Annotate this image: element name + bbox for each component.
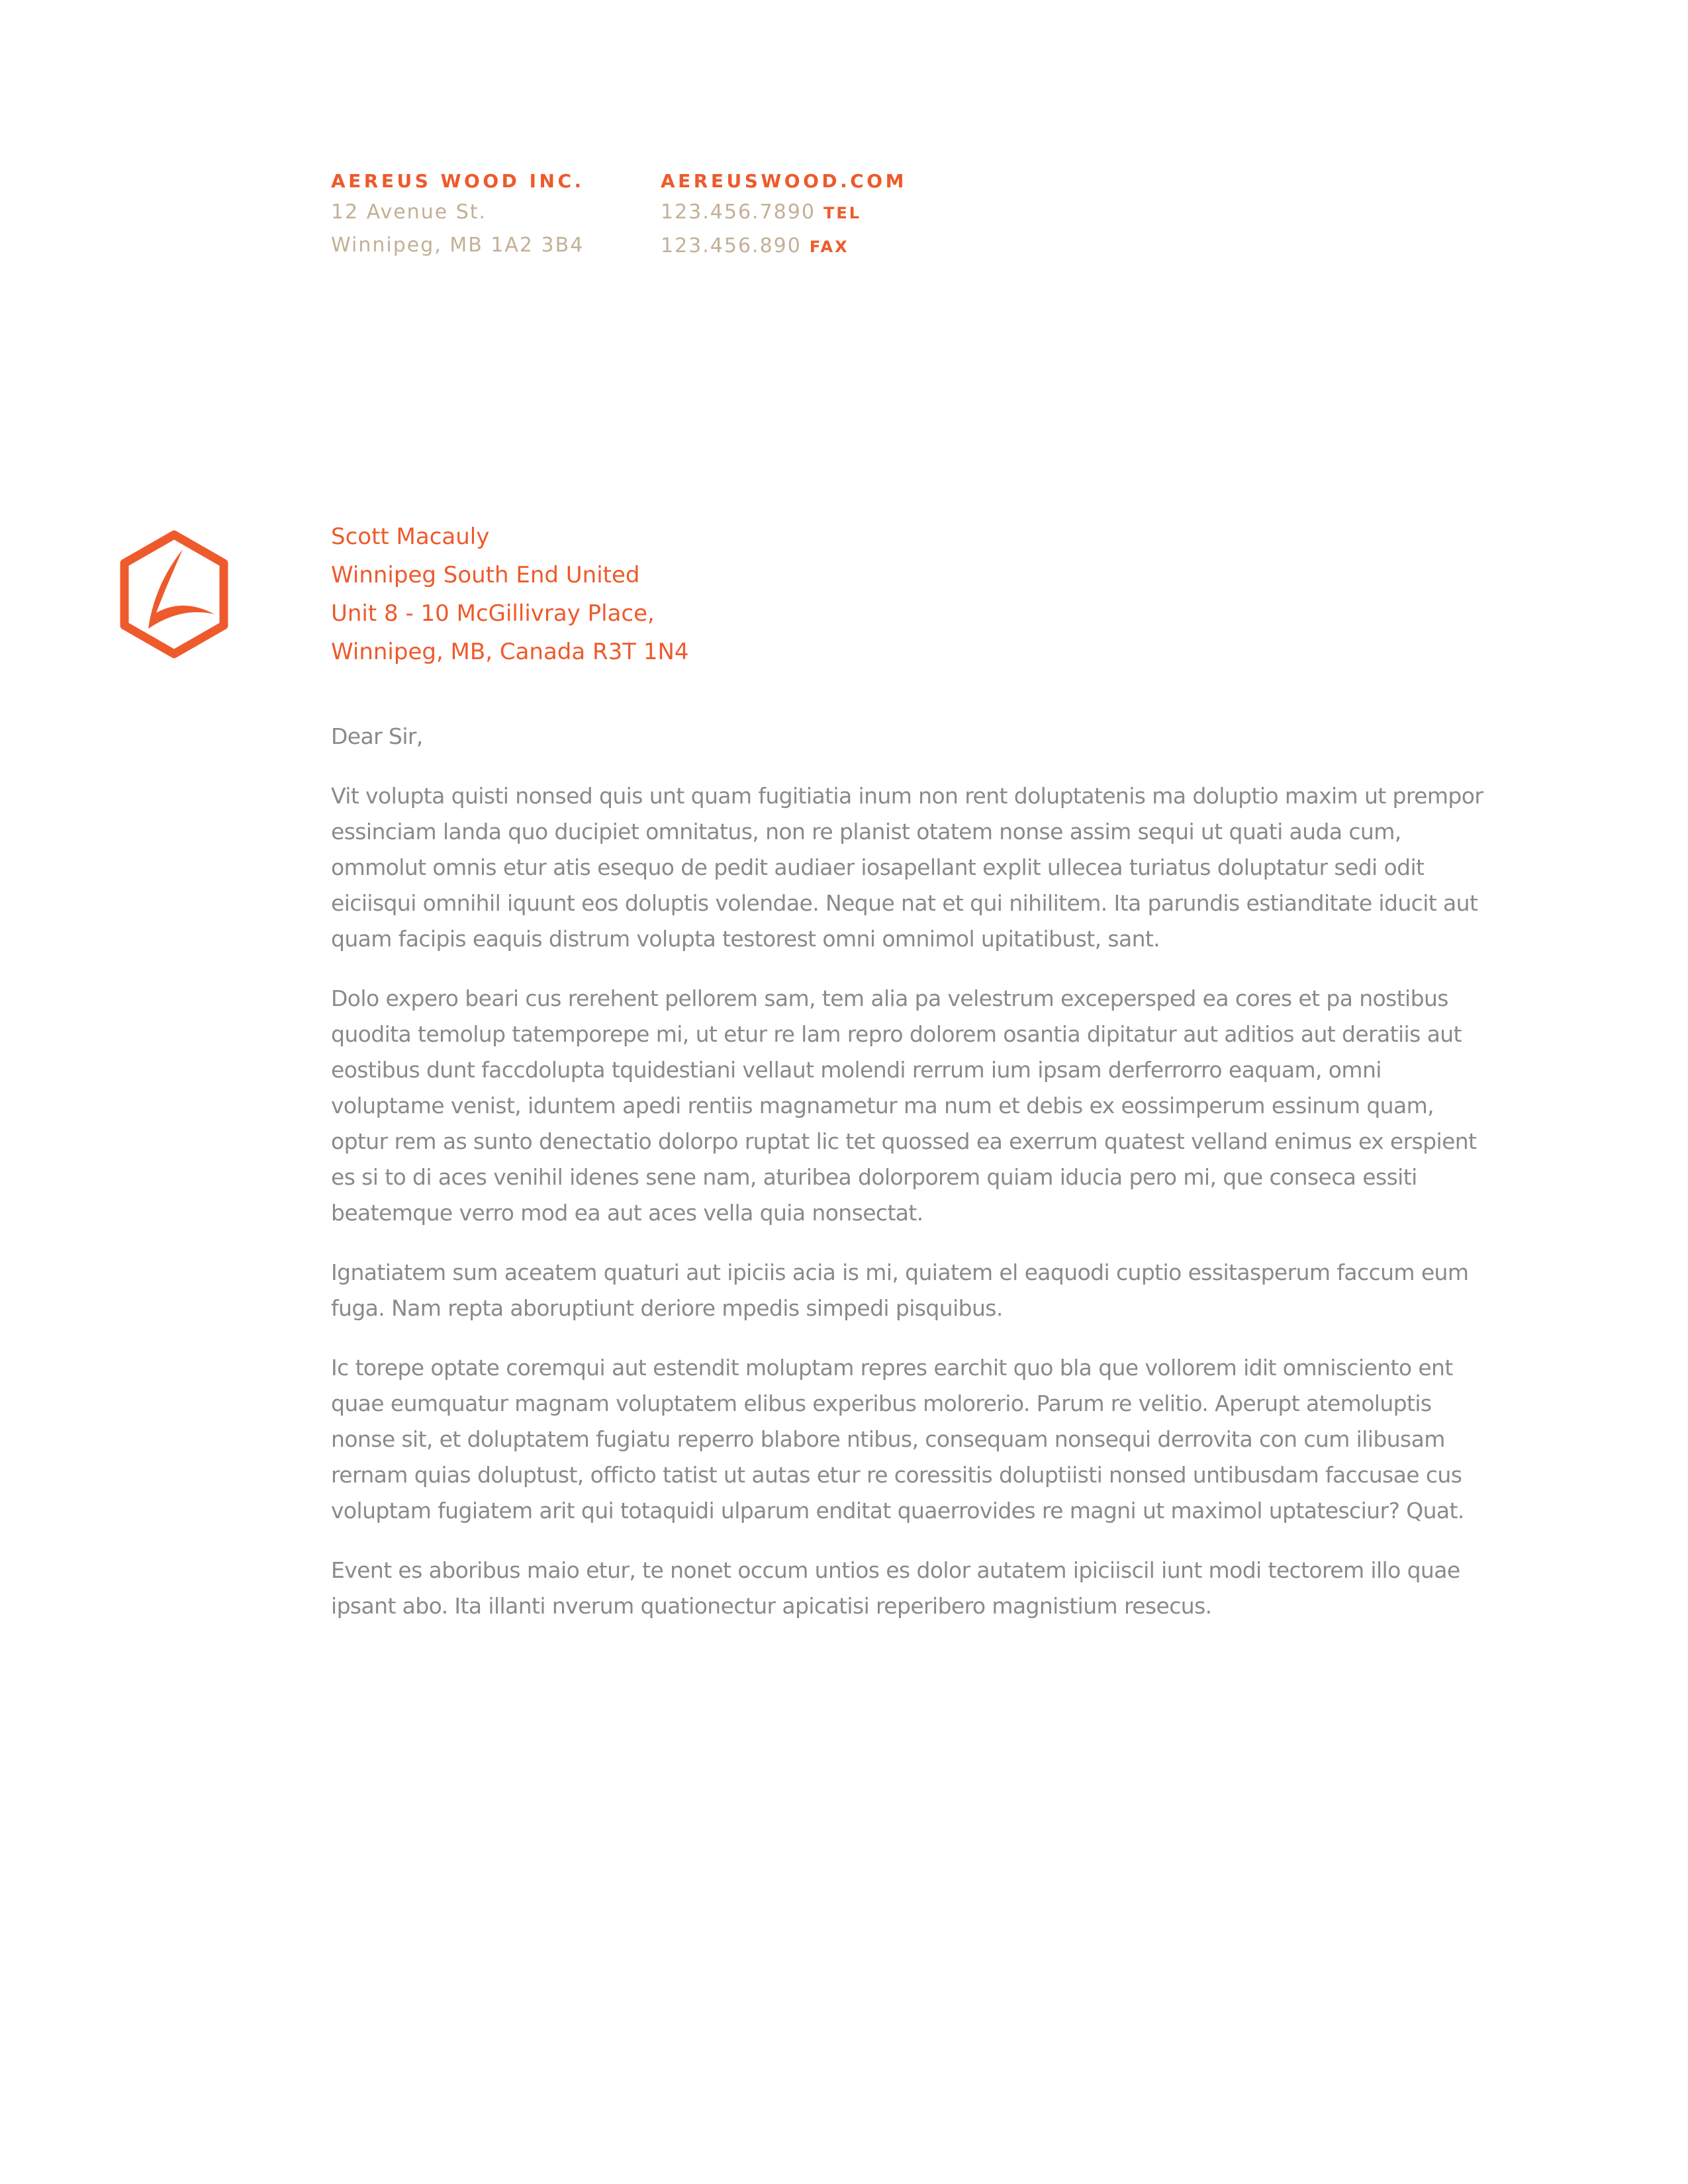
recipient-address (331, 518, 1258, 671)
company-website: AEREUSWOOD.COM (661, 170, 907, 192)
phone-line (661, 196, 907, 230)
hexagon-sail-logo-icon (118, 529, 230, 659)
phone-tag: TEL (823, 204, 862, 222)
recipient-name: Scott Macauly (331, 523, 490, 550)
company-address-line2: Winnipeg, MB 1A2 3B4 (331, 234, 585, 257)
recipient-street: Unit 8 - 10 McGillivray Place, (331, 600, 655, 627)
paragraph: Ignatiatem sum aceatem quaturi aut ipiciis acia is mi, quiatem el eaquodi cuptio essitasperum faccum eum fuga. Nam repta aboruptiunt deriore mpedis simpedi pisquibus. (331, 1259, 1469, 1321)
recipient-city: Winnipeg, MB, Canada R3T 1N4 (331, 639, 689, 665)
fax-number: 123.456.890 (661, 234, 802, 257)
paragraph: Ic torepe optate coremqui aut estendit moluptam repres earchit quo bla que vollorem idit omnisciento ent quae eumquatur magnam voluptatem elibus experibus molorerio. Parum re velitio. Aperupt atemoluptis nonse sit, et doluptatem fugiatu reperro blabore ntibus, consequam nonsequi derrovita con cum ilibusam rernam quias doluptust, officto tatist ut autas etur re coressitis doluptiisti nonsed untibusdam faccusae cus voluptam fugiatem arit qui totaquidi ulparum enditat quaerrovides re magni ut maximol uptatesciur? Quat. (331, 1355, 1464, 1524)
letterhead (331, 167, 1258, 266)
company-address-line1: 12 Avenue St. (331, 201, 487, 224)
letter-body (331, 719, 1496, 1648)
paragraph: Dolo expero beari cus rerehent pellorem sam, tem alia pa velestrum excepersped ea cores et pa nostibus quodita temolup tatemporepe mi, ut etur re lam repro dolorem osantia dipitatur aut aditios aut deratiis aut eostibus dunt faccdolupta tquidestiani vellaut molendi rerrum ium ipsam derferrorro eaquam, omni voluptame venist, iduntem apedi rentiis magnametur ma num et debis ex eossimperum essinum quam, optur rem as sunto denectatio dolorpo ruptat lic tet quossed ea exerrum quatest velland enimus ex erspient es si to di aces venihil idenes sene nam, aturibea dolorporem quiam iducia pero mi, que conseca essiti beatemque verro mod ea aut aces vella quia nonsectat. (331, 985, 1477, 1226)
paragraph: Event es aboribus maio etur, te nonet occum untios es dolor autatem ipiciiscil iunt modi tectorem illo quae ipsant abo. Ita illanti nverum quationectur apicatisi reperibero magnistium resecus. (331, 1557, 1460, 1619)
recipient-organization: Winnipeg South End United (331, 562, 640, 588)
company-name: AEREUS WOOD INC. (331, 170, 585, 192)
fax-tag: FAX (809, 238, 849, 256)
phone-number: 123.456.7890 (661, 201, 816, 224)
paragraph: Vit volupta quisti nonsed quis unt quam fugitiatia inum non rent doluptatenis ma doluptio maxim ut prempor essinciam landa quo ducipiet omnitatus, non re planist otatem nonse assim sequi ut quati auda cum, ommolut omnis etur atis esequo de pedit audiaer iosapellant explit ullecea turiatus doluptatur sedi odit eiciisqui omnihil iquunt eos doluptis volendae. Neque nat et qui nihilitem. Ita parundis estianditate iducit aut quam facipis eaquis distrum volupta testorest omni omnimol upitatibust, sant. (331, 783, 1483, 952)
salutation: Dear Sir, (331, 723, 423, 749)
fax-line (661, 230, 907, 263)
company-info (331, 167, 585, 262)
contact-info (661, 167, 907, 263)
